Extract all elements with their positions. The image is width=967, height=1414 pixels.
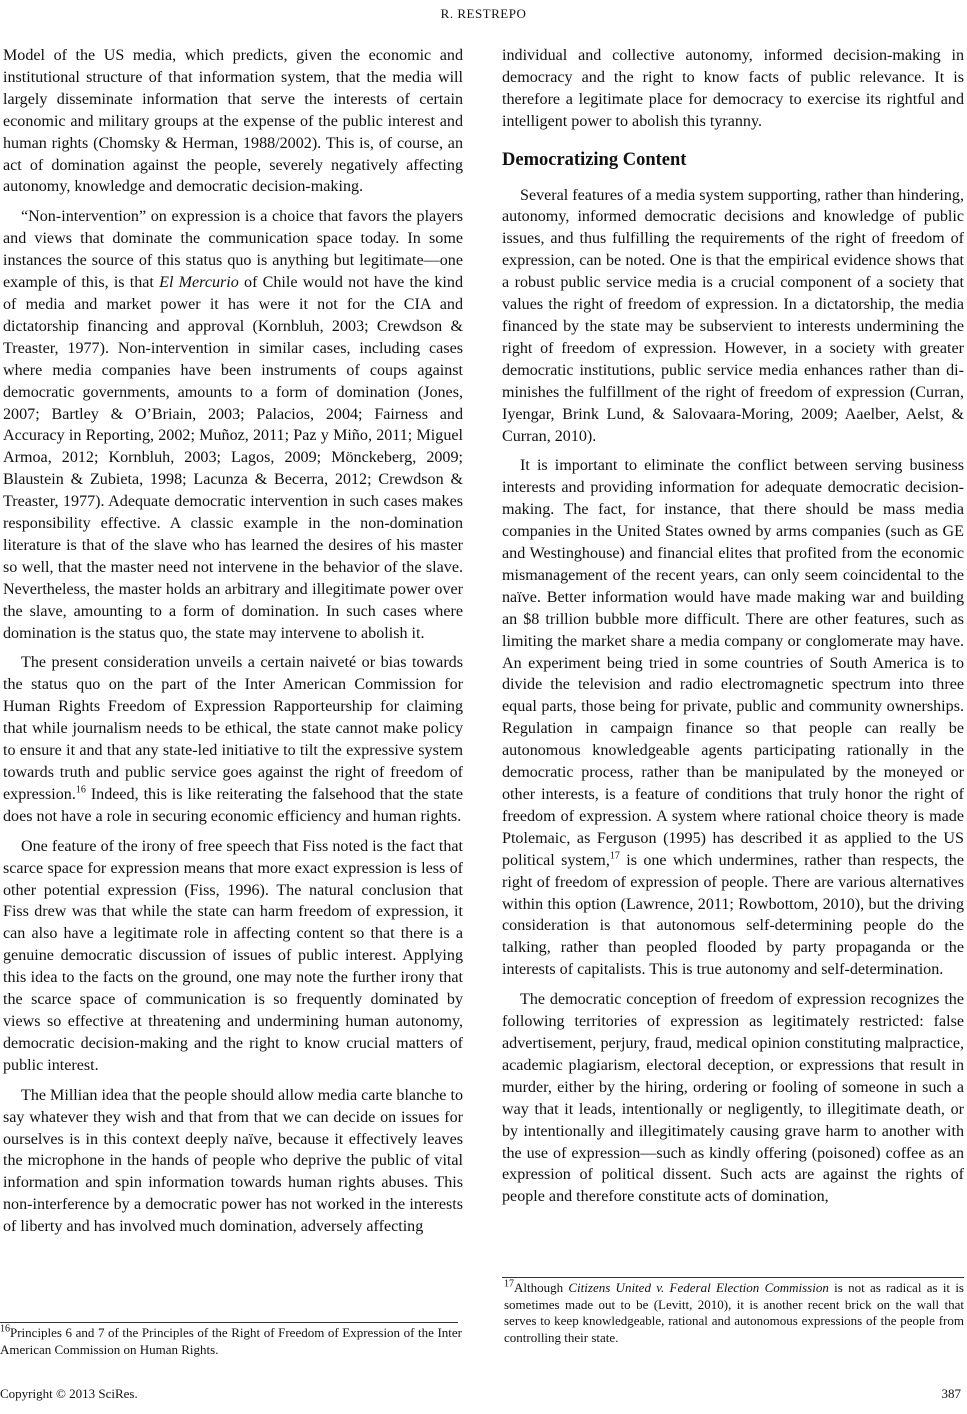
footnote-divider (0, 1322, 458, 1323)
paragraph: The present consideration unveils a certain naiveté or bias towards the status quo on the part of the Inter American Commission for Human Rights Freedom of Expression Rapporteurship for claiming that while journalism needs to be ethical, the state cannot make policy to ensure it and that any state-led initiative to tilt the expressive system towards truth and public service goes against the right of freedom of expression.$^{16}$ Indeed, this is like reiterating the falsehood that the state does not have a role in securing economic efficiency and human rights. (3, 654, 463, 825)
footnote-17: $^{17}$Although Citizens United v. Federal Election Commission is not as radical as it is sometimes made out to be (Levitt, 2010), it is another recent brick on the wall that serves to keep knowledgeable, rational and autonomous expressions of the people from controlling their state. (504, 1278, 964, 1345)
paragraph: Several features of a media system supporting, rather than hindering, autonomy, informed democratic decisions and knowledge of public issues, and thus fulfilling the requirements of the right of freedom of expression, can be noted. One is that the empirical evidence shows that a robust public service media is a crucial component of a society that values the right of freedom of expression. In a dictatorship, the media financed by the state may be subservient to interests undermining the right of freedom of expression. However, in a society with greater democratic institutions, public service media enhances rather than diminishes the fulfillment of the right of freedom of expression (Curran, Iyengar, Brink Lund, & Salovaara-Moring, 2009; Aaelber, Aelst, & Curran, 2010). (502, 186, 964, 445)
footnote-ref-17[interactable]: 17 (609, 850, 620, 862)
paragraph: “Non-intervention” on expression is a choice that favors the players and views that dominate the communication space today. In some instances the source of this status quo is anything but legitimate—one example of this, is that El Mercurio of Chile would not have the kind of media and market power it has were it not for the CIA and dictatorship financing and approval (Kornbluh, 2003; Crewdson & Treaster, 1977). Non-intervention in similar cases, including cases where media companies have been instruments of coups against democratic governments, amounts to a form of domination (Jones, 2007; Bartley & O’Briain, 2003; Palacios, 2004; Fairness and Accuracy in Reporting, 2002; Muñoz, 2011; Paz y Miño, 2011; Miguel Armoa, 2012; Kornbluh, 2003; Lagos, 2009; Mönckeberg, 2009; Blaustein & Zubieta, 1998; Lacunza & Becerra, 2012; Crewdson & Treaster, 1977). Adequate democratic intervention in such cases makes responsibility effective. A classic example in the non-domination literature is that of the slave who has learned the desires of his master so well, that the master need not intervene in the behavior of the slave. Nevertheless, the master holds an arbitrary and illegitimate power over the slave, amounting to a form of domination. In such cases where domination is the status quo, the state may intervene to abolish it. (3, 208, 463, 642)
paragraph: The democratic conception of freedom of expression recognizes the following territories of expression as legitimately restricted: false advertisement, perjury, fraud, medical opinion constituting malpractice, academic plagiarism, electoral deception, or expressions that result in murder, either by the hiring, ordering or fooling of someone in such a way that it leads, intentionally or negligently, to illegitimate death, or by intentionally and illegitimately causing grave harm to another with the use of expression—such as kindly offering (poisoned) coffee as an expression of political dissent. Such acts are against the rights of people and therefore constitute acts of domination, (502, 991, 964, 1206)
paragraph: One feature of the irony of free speech that Fiss noted is the fact that scarce space for expression means that more exact expression is less of other potential expression (Fiss, 1996). The natural conclusion that Fiss drew was that while the state can harm freedom of expression, it can also have a legitimate role in affecting content so that there is a genuine democratic discussion of issues of public interest. Applying this idea to the facts on the ground, one may note the further irony that the scarce space of communication is so frequently dominated by views so effective at threatening and undermining human autonomy, democratic decision-making and the right to know crucial matters of public interest. (3, 837, 463, 1074)
right-column (502, 45, 964, 1216)
italic-title: El Mercurio (159, 274, 239, 292)
paragraph: It is important to eliminate the conflict between serving business interests and providing information for adequate democratic decision-making. The fact, for instance, that there should be mass media companies in the United States owned by arms companies (such as GE and Westinghouse) and financial elites that profited from the economic mismanagement of the recent years, can only seem coincidental to the naïve. Better information would have made making war and building an $8 trillion bubble more difficult. There are other features, such as limiting the market share a media company or conglomerate may have. An experiment being tried in some countries of South America is to divide the television and radio electromagnetic spectrum into three equal parts, those being for private, public and community ownerships. Regulation in campaign finance so that people can really be autonomous knowledgeable agents participating rationally in the democratic process, rather than be manipulated by the moneyed or other interests, is a feature of conditions that truly honor the right of freedom of expression. A system where rational choice theory is made Ptolemaic, as Ferguson (1995) has described it as applied to the US political system,$^{17}$ is one which undermines, rather than respects, the right of freedom of expression of people. There are various alternatives within this option (Lawrence, 2011; Rowbottom, 2010), but the driving consideration is that autonomous self-determining people do the talking, rather than peopled flooded by party propaganda or the interests of capitalists. This is true autonomy and self-determination. (502, 457, 964, 979)
paragraph: The Millian idea that the people should allow media carte blanche to say whatever they wish and that from that we can decide on issues for ourselves is in this context deeply naïve, because it effectively leaves the microphone in the hands of people who deprive the public of vital information and spin information towards human rights abuses. This non-interference by a democratic power has not worked in the interests of liberty and has involved much domination, adversely affecting (3, 1086, 463, 1236)
copyright-notice: Copyright © 2013 SciRes. (0, 1386, 138, 1401)
page-number: 387 (941, 1386, 961, 1401)
footnote-divider (502, 1277, 964, 1278)
paragraph: Model of the US media, which predicts, given the economic and institutional structure of that information system, that the media will largely disseminate information that serve the interests of certain economic and military groups at the expense of the public interest and human rights (Chomsky & Herman, 1988/2002). This is, of course, an act of domination against the people, severely negatively affecting autonomy, knowledge and democratic decision-making. (3, 47, 463, 196)
running-head: R. RESTREPO (440, 6, 527, 21)
footnote-16: $^{16}$Principles 6 and 7 of the Principles of the Right of Freedom of Expression of the Inter American Commission on Human Rights. (0, 1323, 462, 1357)
paragraph: individual and collective autonomy, informed decision-making in democracy and the right to know facts of public relevance. It is therefore a legitimate place for democracy to exercise its rightful and intelligent power to abolish this tyranny. (502, 47, 964, 130)
section-heading: Democratizing Content (502, 149, 687, 170)
left-column (3, 45, 463, 1246)
footnote-ref-16[interactable]: 16 (75, 784, 86, 796)
